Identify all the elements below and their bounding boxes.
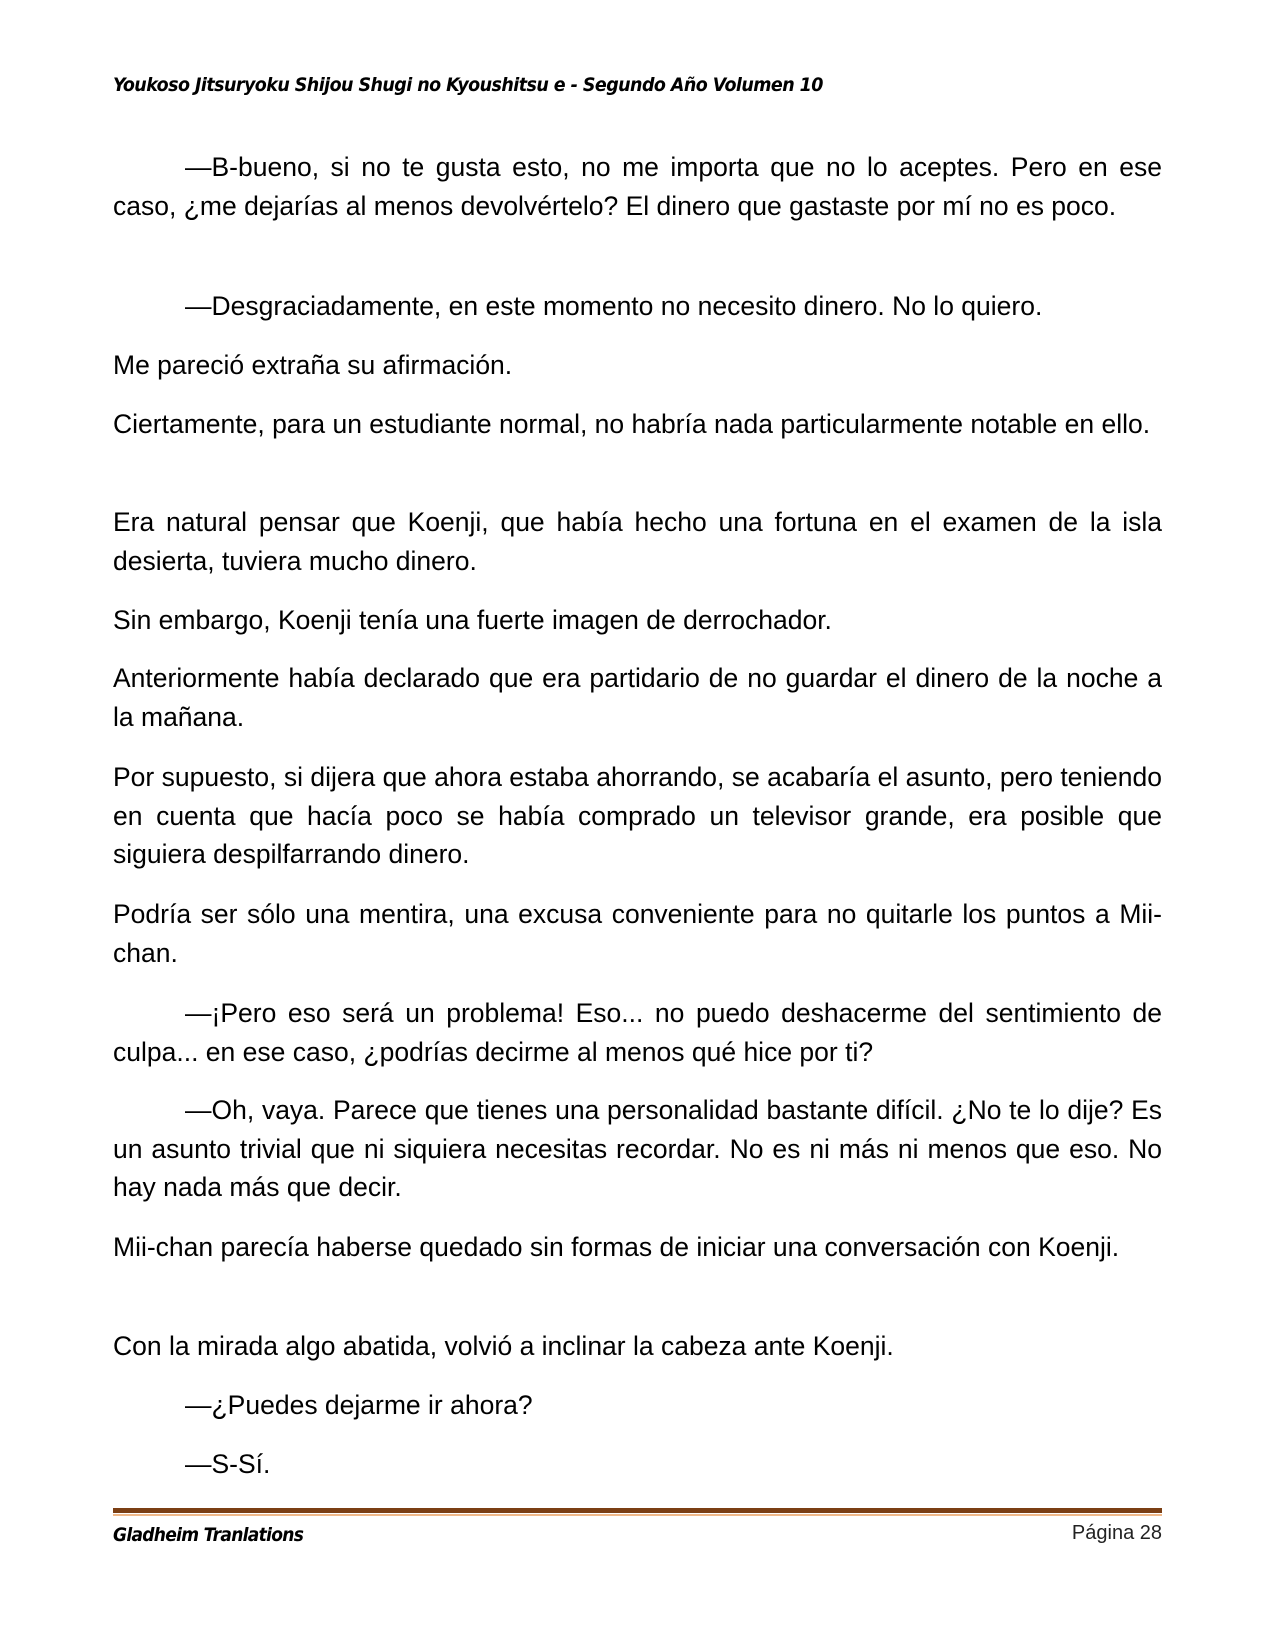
running-header-title: Youkoso Jitsuryoku Shijou Shugi no Kyoushitsu e - Segundo Año Volumen 10 (113, 74, 823, 96)
paragraph-narration: Sin embargo, Koenji tenía una fuerte imagen de derrochador. (113, 605, 832, 635)
paragraph-dialogue: —Oh, vaya. Parece que tienes una personalidad bastante difícil. ¿No te lo dije? Es un asunto trivial que ni siquiera necesitas recordar. No es ni más ni menos que eso. No hay nada más que decir. (113, 1095, 1162, 1202)
paragraph-dialogue: —Desgraciadamente, en este momento no necesito dinero. No lo quiero. (185, 291, 1043, 321)
paragraph-dialogue: —¿Puedes dejarme ir ahora? (185, 1390, 533, 1420)
paragraph-narration: Anteriormente había declarado que era partidario de no guardar el dinero de la noche a la mañana. (113, 663, 1162, 732)
paragraph-narration: Ciertamente, para un estudiante normal, no habría nada particularmente notable en ello. (113, 409, 1151, 439)
paragraph-dialogue: —S-Sí. (185, 1449, 271, 1479)
footer-divider-thick (113, 1508, 1162, 1513)
paragraph-narration: Mii-chan parecía haberse quedado sin formas de iniciar una conversación con Koenji. (113, 1232, 1120, 1262)
paragraph-narration: Por supuesto, si dijera que ahora estaba ahorrando, se acabaría el asunto, pero teniendo en cuenta que hacía poco se había comprado un televisor grande, era posible que siguiera despilfarrando dinero. (113, 762, 1162, 869)
paragraph-narration: Era natural pensar que Koenji, que había hecho una fortuna en el examen de la isla desierta, tuviera mucho dinero. (113, 507, 1162, 576)
paragraph-narration: Con la mirada algo abatida, volvió a inclinar la cabeza ante Koenji. (113, 1331, 894, 1361)
paragraph-dialogue: —¡Pero eso será un problema! Eso... no puedo deshacerme del sentimiento de culpa... en ese caso, ¿podrías decirme al menos qué hice por ti? (113, 998, 1162, 1067)
footer-brand: Gladheim Tranlations (113, 1524, 304, 1546)
paragraph-narration: Podría ser sólo una mentira, una excusa conveniente para no quitarle los puntos a Mii-chan. (113, 899, 1162, 968)
paragraph-dialogue: —B-bueno, si no te gusta esto, no me importa que no lo aceptes. Pero en ese caso, ¿me dejarías al menos devolvértelo? El dinero que gastaste por mí no es poco. (113, 152, 1162, 221)
page-number: Página 28 (1071, 1522, 1162, 1544)
paragraph-narration: Me pareció extraña su afirmación. (113, 350, 513, 380)
footer-divider (113, 1508, 1162, 1516)
footer-divider-thin (113, 1514, 1162, 1516)
